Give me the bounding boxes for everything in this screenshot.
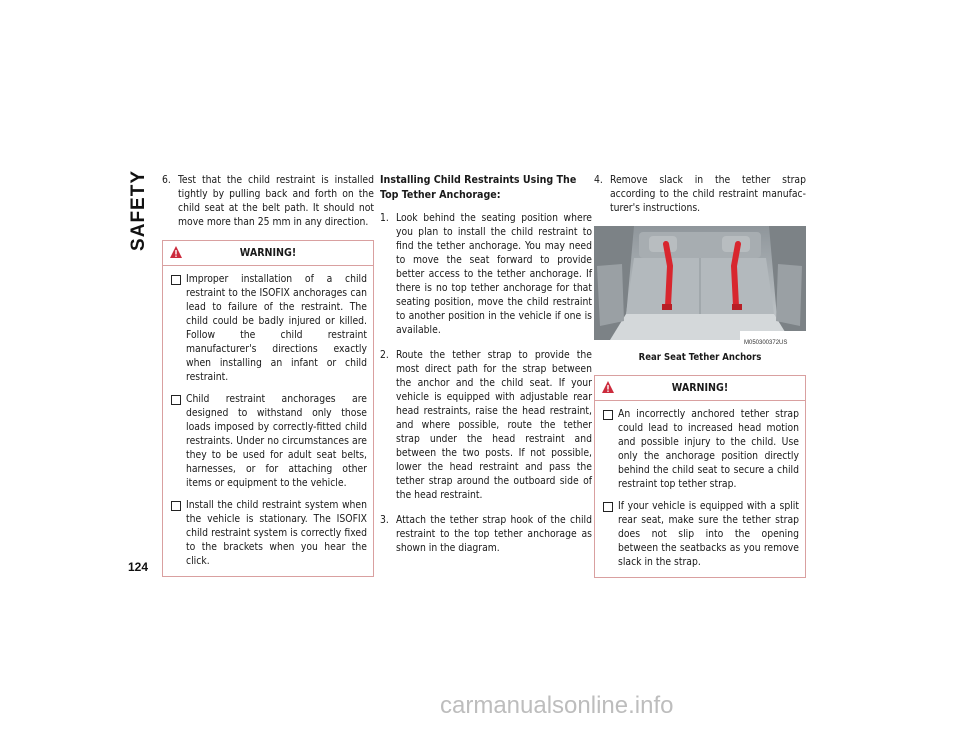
warning-item <box>169 498 367 568</box>
section-label: SAFETY <box>128 170 149 251</box>
page-number: 124 <box>128 560 149 574</box>
watermark: carmanualsonline.info <box>440 692 674 719</box>
step-number: 3. <box>380 514 389 526</box>
warning-triangle-icon <box>169 245 183 259</box>
warning-item-text: If your vehicle is equipped with a split rear seat, make sure the tether strap does not slip into the opening between the seatbacks as you remove slack in the strap. <box>618 500 799 568</box>
checkbox-bullet-icon <box>171 395 181 405</box>
warning-box <box>162 240 374 577</box>
step-number: 2. <box>380 349 389 361</box>
step-text: Attach the tether strap hook of the child restraint to the top tether anchorage as shown in the diagram. <box>396 514 592 554</box>
warning-item-text: Child restraint anchorages are designed to withstand only those loads imposed by correctly-fitted child restraints. Under no circumstances are they to be used for adult seat belts, harnesses, or for attaching other items or equipment to the vehicle. <box>186 393 367 489</box>
warning-item <box>169 392 367 490</box>
checkbox-bullet-icon <box>171 275 181 285</box>
right-column <box>594 173 806 578</box>
warning-title: WARNING! <box>239 247 297 259</box>
step-text: Route the tether strap to provide the most direct path for the strap between the anchor and the child seat. If your vehicle is equipped with adjustable rear head restraints, raise the head restraint, and where possible, route the tether strap under the head restraint and between the two posts. If not possible, lower the head restraint and pass the tether strap around the outboard side of the head restraint. <box>396 349 592 501</box>
warning-item <box>601 499 799 569</box>
figure-caption: Rear Seat Tether Anchors <box>638 352 762 363</box>
step-number: 4. <box>594 174 603 186</box>
step-number: 1. <box>380 212 389 224</box>
step-2 <box>380 348 592 502</box>
middle-column <box>380 173 592 566</box>
warning-item <box>601 407 799 491</box>
checkbox-bullet-icon <box>171 501 181 511</box>
step-6 <box>162 173 374 229</box>
checkbox-bullet-icon <box>603 410 613 420</box>
step-1 <box>380 211 592 337</box>
warning-item-text: Improper installation of a child restraint to the ISOFIX anchorages can lead to failure of the restraint. The child could be badly injured or killed. Follow the child restraint manufacturer's directions exactly when installing an infant or child restraint. <box>186 273 367 383</box>
checkbox-bullet-icon <box>603 502 613 512</box>
warning-body <box>595 401 805 577</box>
step-text: Test that the child restraint is installed tightly by pulling back and forth on the child seat at the belt path. It should not move more than 25 mm in any direction. <box>178 174 374 228</box>
warning-item <box>169 272 367 384</box>
warning-header <box>163 241 373 266</box>
figure-code: M050300372US <box>744 340 788 346</box>
step-number: 6. <box>162 174 171 186</box>
warning-body <box>163 266 373 576</box>
section-heading: Installing Child Restraints Using The Top Tether Anchorage: <box>380 174 577 201</box>
warning-item-text: An incorrectly anchored tether strap could lead to increased head motion and possible injury to the child. Use only the anchorage position directly behind the child seat to secure a child restraint top tether strap. <box>618 408 799 490</box>
warning-triangle-icon <box>601 380 615 394</box>
warning-item-text: Install the child restraint system when the vehicle is stationary. The ISOFIX child restraint system is correctly fixed to the brackets when you hear the click. <box>186 499 367 567</box>
left-column <box>162 173 374 577</box>
warning-box <box>594 375 806 578</box>
warning-title: WARNING! <box>671 382 729 394</box>
warning-header <box>595 376 805 401</box>
step-3 <box>380 513 592 555</box>
step-text: Remove slack in the tether strap according to the child restraint manufac-turer's instructions. <box>610 174 806 214</box>
step-4 <box>594 173 806 215</box>
step-text: Look behind the seating position where you plan to install the child restraint to find the tether anchorage. You may need to move the seat forward to provide better access to the tether anchorage. If there is no top tether anchorage for that seating position, move the child restraint to another position in the vehicle if one is available. <box>396 212 592 336</box>
rear-seat-tether-figure <box>594 226 806 340</box>
